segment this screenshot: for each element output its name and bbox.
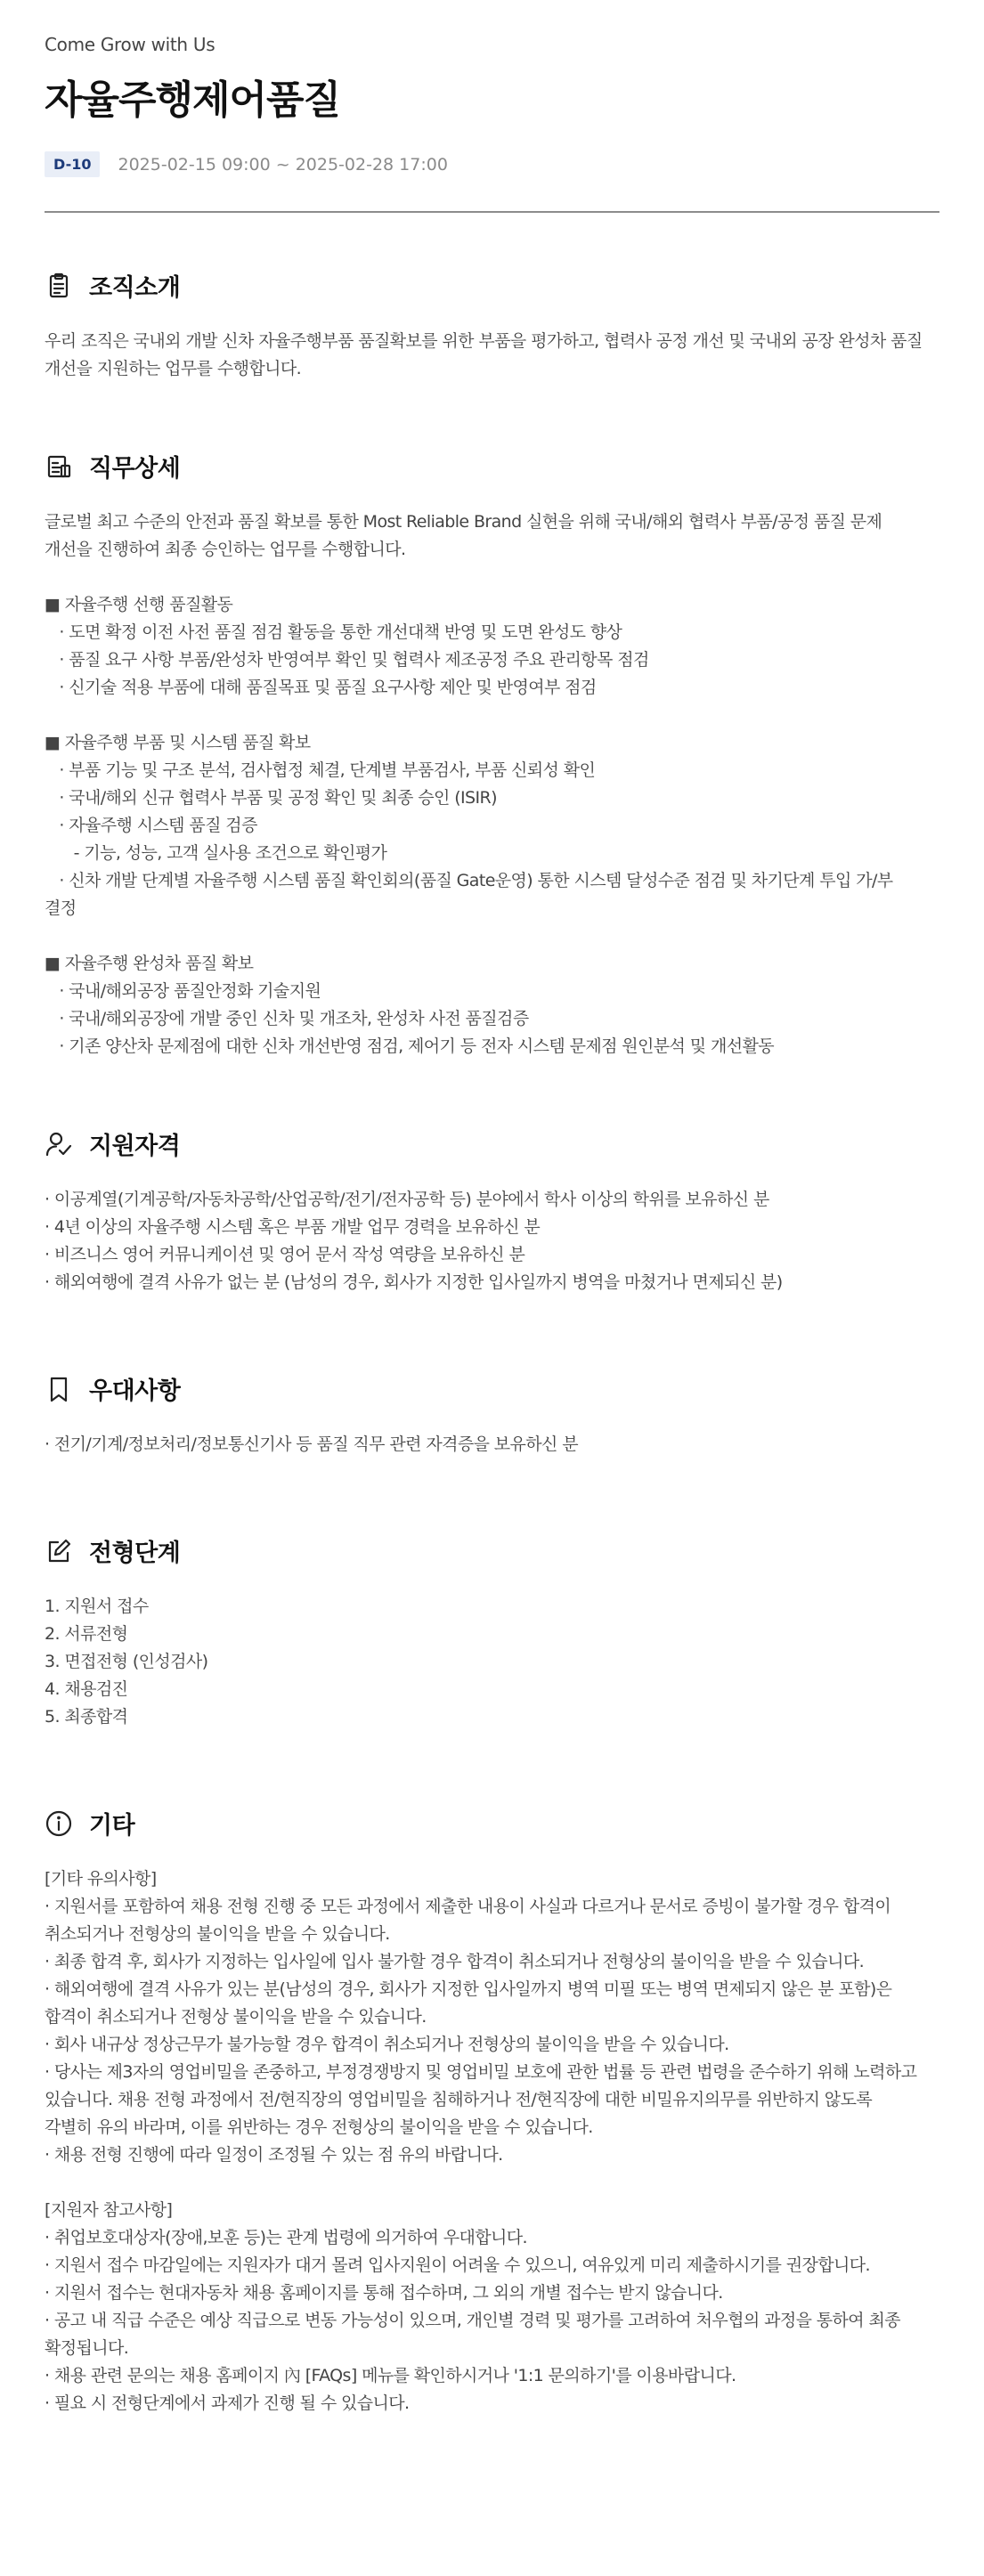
- section-etc: [45, 1806, 939, 2418]
- section-process: [45, 1533, 939, 1731]
- section-body: · 전기/기계/정보처리/정보통신기사 등 품질 직무 관련 자격증을 보유하신 분: [45, 1434, 578, 1454]
- posting-meta: [45, 151, 939, 177]
- section-preferred: [45, 1371, 939, 1459]
- bookmark-icon: [45, 1375, 73, 1403]
- clipboard-icon: [45, 272, 73, 300]
- id-card-icon: [45, 452, 73, 481]
- dday-badge: D-10: [45, 151, 100, 177]
- section-title: 기타: [89, 1812, 135, 1840]
- application-period: 2025-02-15 09:00 ~ 2025-02-28 17:00: [118, 154, 448, 175]
- eyebrow-text: Come Grow with Us: [45, 34, 216, 55]
- section-qualifications: [45, 1126, 939, 1296]
- section-body: · 이공계열(기계공학/자동차공학/산업공학/전기/전자공학 등) 분야에서 학사 이상의 학위를 보유하신 분 · 4년 이상의 자율주행 시스템 혹은 부품 개발 업무 경력을 보유하신 분 · 비즈니스 영어 커뮤니케이션 및 영어 문서 작성 역량을 보유하신 분 · 해외여행에 결격 사유가 없는 분 (남성의 경우, 회사가 지정한 입사일까지 병역을 마쳤거나 면제되신 분): [45, 1190, 783, 1292]
- section-body: [기타 유의사항] · 지원서를 포함하여 채용 전형 진행 중 모든 과정에서 제출한 내용이 사실과 다르거나 문서로 증빙이 불가할 경우 합격이 취소되거나 전형상의 불이익을 받을 수 있습니다. · 최종 합격 후, 회사가 지정하는 입사일에 입사 불가할 경우 합격이 취소되거나 전형상의 불이익을 받을 수 있습니다. · 해외여행에 결격 사유가 있는 분(남성의 경우, 회사가 지정한 입사일까지 병역 미필 또는 병역 면제되지 않은 분 포함)은 합격이 취소되거나 전형상 불이익을 받을 수 있습니다. · 회사 내규상 정상근무가 불가능할 경우 합격이 취소되거나 전형상의 불이익을 받을 수 있습니다. · 당사는 제3자의 영업비밀을 존중하고, 부정경쟁방지 및 영업비밀 보호에 관한 법률 등 관련 법령을 준수하기 위해 노력하고 있습니다. 채용 전형 과정에서 전/현직장의 영업비밀을 침해하거나 전/현직장에 대한 비밀유지의무를 위반하지 않도록 각별히 유의 바라며, 이를 위반하는 경우 전형상의 불이익을 받을 수 있습니다. · 채용 전형 진행에 따라 일정이 조정될 수 있는 점 유의 바랍니다. [지원자 참고사항] · 취업보호대상자(장애,보훈 등)는 관계 법령에 의거하여 우대합니다. · 지원서 접수 마감일에는 지원자가 대거 몰려 입사지원이 어려울 수 있으니, 여유있게 미리 제출하시기를 권장합니다. · 지원서 접수는 현대자동차 채용 홈페이지를 통해 접수하며, 그 외의 개별 접수는 받지 않습니다. · 공고 내 직급 수준은 예상 직급으로 변동 가능성이 있으며, 개인별 경력 및 평가를 고려하여 처우협의 과정을 통하여 최종 확정됩니다. · 채용 관련 문의는 채용 홈페이지 內 [FAQs] 메뉴를 확인하시거나 '1:1 문의하기'를 이용바랍니다. · 필요 시 전형단계에서 과제가 진행 될 수 있습니다.: [45, 1869, 917, 2413]
- header-divider: [45, 211, 939, 213]
- section-title: 조직소개: [89, 274, 181, 302]
- section-body: 우리 조직은 국내외 개발 신차 자율주행부품 품질확보를 위한 부품을 평가하고, 협력사 공정 개선 및 국내외 공장 완성차 품질 개선을 지원하는 업무를 수행합니다.: [45, 331, 923, 378]
- section-body: 글로벌 최고 수준의 안전과 품질 확보를 통한 Most Reliable Brand 실현을 위해 국내/해외 협력사 부품/공정 품질 문제 개선을 진행하여 최종 승인하는 업무를 수행합니다. ■ 자율주행 선행 품질활동 · 도면 확정 이전 사전 품질 점검 활동을 통한 개선대책 반영 및 도면 완성도 향상 · 품질 요구 사항 부품/완성차 반영여부 확인 및 협력사 제조공정 주요 관리항목 점검 · 신기술 적용 부품에 대해 품질목표 및 품질 요구사항 제안 및 반영여부 점검 ■ 자율주행 부품 및 시스템 품질 확보 · 부품 기능 및 구조 분석, 검사협정 체결, 단계별 부품검사, 부품 신뢰성 확인 · 국내/해외 신규 협력사 부품 및 공정 확인 및 최종 승인 (ISIR) · 자율주행 시스템 품질 검증 - 기능, 성능, 고객 실사용 조건으로 확인평가 · 신차 개발 단계별 자율주행 시스템 품질 확인회의(품질 Gate운영) 통한 시스템 달성수준 점검 및 차기단계 투입 가/부 결정 ■ 자율주행 완성차 품질 확보 · 국내/해외공장 품질안정화 기술지원 · 국내/해외공장에 개발 중인 신차 및 개조차, 완성차 사전 품질검증 · 기존 양산차 문제점에 대한 신차 개선반영 점검, 제어기 등 전자 시스템 문제점 원인분석 및 개선활동: [45, 512, 893, 1056]
- section-duty: [45, 449, 939, 1060]
- page-title: 자율주행제어품질: [45, 77, 341, 123]
- section-title: 전형단계: [89, 1540, 181, 1567]
- section-body: 1. 지원서 접수 2. 서류전형 3. 면접전형 (인성검사) 4. 채용검진 5. 최종합격: [45, 1597, 208, 1727]
- section-title: 우대사항: [89, 1377, 181, 1405]
- section-title: 지원자격: [89, 1133, 181, 1160]
- info-icon: [45, 1809, 73, 1838]
- section-org: [45, 268, 939, 383]
- user-check-icon: [45, 1130, 73, 1158]
- section-title: 직무상세: [89, 455, 181, 483]
- edit-icon: [45, 1537, 73, 1565]
